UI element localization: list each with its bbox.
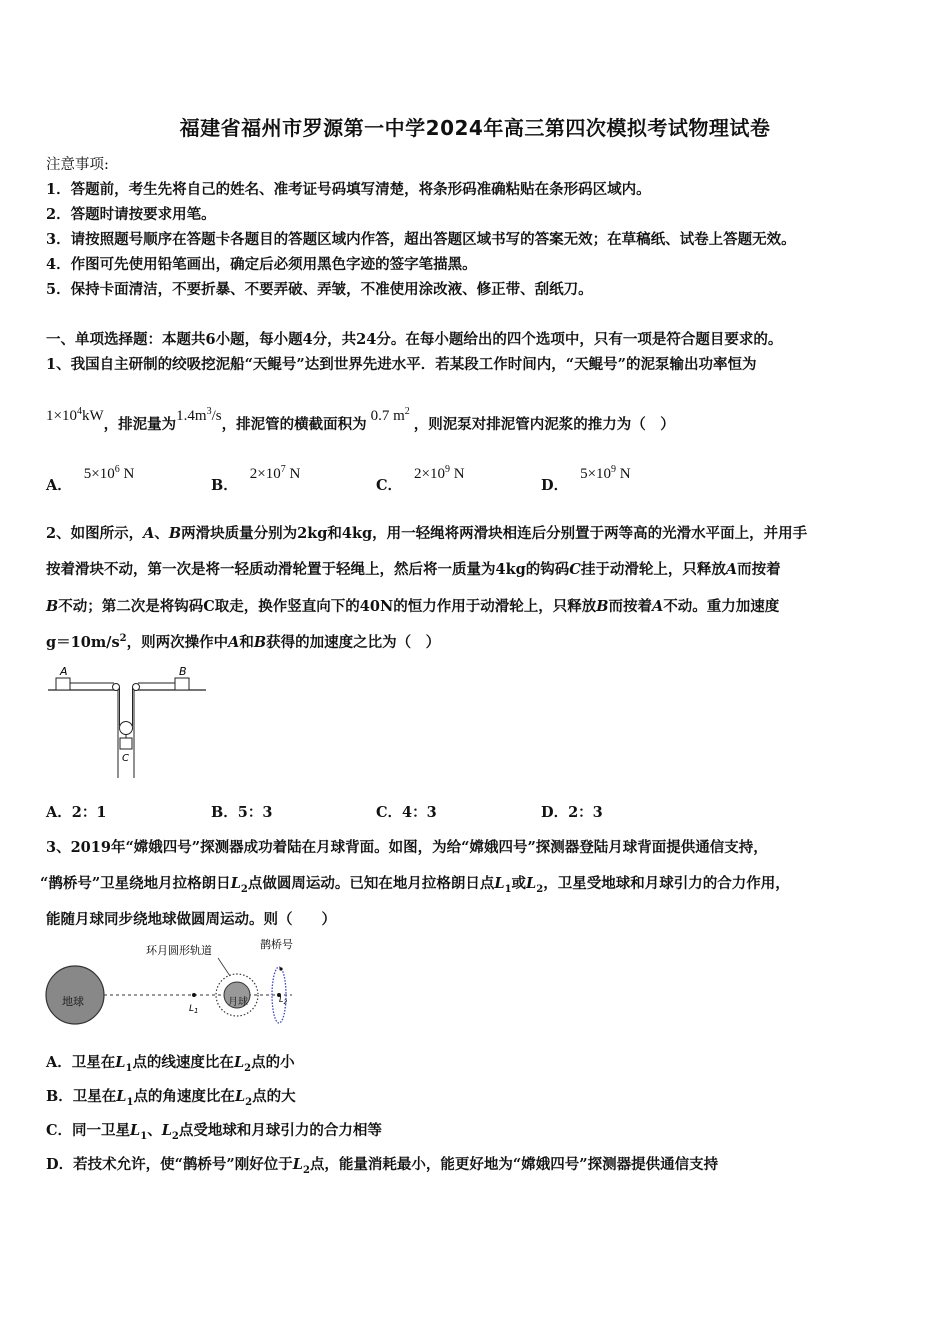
block-b — [175, 678, 189, 690]
q1-stem-line2: $1\times 10^4kW$，排泥量为$1.4m^3/s$，排泥管的横截面积为 0.7 $m^2$，则泥泵对排泥管内泥浆的推力为（ ） — [46, 406, 675, 433]
notice-item-5: 5．保持卡面清洁，不要折暴、不要弄破、弄皱，不准使用涂改液、修正带、刮纸刀。 — [46, 281, 593, 298]
q3-option-b[interactable]: B．卫星在$L_1$点的角速度比在$L_2$点的大 — [46, 1088, 296, 1108]
queqiao-label: 鹊桥号 — [260, 938, 293, 951]
section-heading: 一、单项选择题：本题共6小题，每小题4分，共24分。在每小题给出的四个选项中，只有一项是符合题目要求的。 — [46, 331, 783, 348]
page-title: 福建省福州市罗源第一中学2024年高三第四次模拟考试物理试卷 — [179, 116, 771, 140]
q1-area-value: 0.7 $m^2$ — [370, 406, 410, 424]
q1-flow-value: $1.4m^3/s$ — [176, 406, 222, 424]
q3-option-a[interactable]: A．卫星在$L_1$点的线速度比在$L_2$点的小 — [46, 1054, 295, 1074]
block-a — [56, 678, 70, 690]
q1-stem-line1: 1、我国自主研制的绞吸挖泥船“天鲲号”达到世界先进水平．若某段工作时间内，“天鲲号”的泥泵输出功率恒为 — [46, 356, 757, 373]
left-fixed-pulley — [113, 684, 120, 691]
weight-c-label: C — [122, 753, 129, 764]
notice-heading: 注意事项: — [46, 157, 109, 173]
q2-pulley-figure — [44, 660, 214, 782]
l2-label: $L_2$ — [279, 995, 288, 1006]
notice-item-1: 1．答题前，考生先将自己的姓名、准考证号码填写清楚，将条形码准确粘贴在条形码区域内。 — [46, 181, 651, 198]
q1-option-c[interactable]: C．$2\times 10^9$ N — [376, 464, 465, 494]
q2-option-a[interactable]: A．2：1 — [46, 804, 107, 821]
l1-point — [192, 993, 196, 997]
orbit-label-pointer — [218, 958, 230, 976]
q1-option-a[interactable]: A．$5\times 10^6$ N — [46, 464, 135, 494]
l1-label: $L_1$ — [189, 1004, 199, 1015]
queqiao-satellite — [279, 967, 282, 970]
notice-item-4: 4．作图可先使用铅笔画出，确定后必须用黑色字迹的签字笔描黑。 — [46, 256, 477, 273]
notice-item-2: 2．答题时请按要求用笔。 — [46, 206, 216, 223]
q3-earth-moon-figure — [42, 934, 304, 1030]
q2-option-d[interactable]: D．2：3 — [541, 804, 603, 821]
moving-pulley — [120, 722, 133, 735]
earth-label: 地球 — [62, 995, 84, 1008]
right-fixed-pulley — [133, 684, 140, 691]
q3-option-c[interactable]: C．同一卫星$L_1$、$L_2$点受地球和月球引力的合力相等 — [46, 1122, 382, 1142]
q2-stem-line3: B不动；第二次是将钩码C取走，换作竖直向下的40N的恒力作用于动滑轮上，只释放B而按着A不动。重力加速度 — [46, 598, 780, 615]
block-b-label: B — [179, 665, 187, 678]
q2-stem-line1: 2、如图所示，A、B两滑块质量分别为2kg和4kg，用一轻绳将两滑块相连后分别置于两等高的光滑水平面上，并用手 — [46, 525, 808, 542]
q2-stem-line2: 按着滑块不动，第一次是将一轻质动滑轮置于轻绳上，然后将一质量为4kg的钩码C挂于动滑轮上，只释放A而按着 — [46, 561, 781, 578]
notice-item-3: 3．请按照题号顺序在答题卡各题目的答题区域内作答，超出答题区域书写的答案无效；在草稿纸、试卷上答题无效。 — [46, 231, 796, 248]
q2-stem-line4: $g=10m/s^2$，则两次操作中A和B获得的加速度之比为（ ） — [46, 633, 441, 651]
moon-label: 月球 — [228, 997, 248, 1008]
q3-option-d[interactable]: D．若技术允许，使“鹊桥号”刚好位于$L_2$点，能量消耗最小，能更好地为“嫦娥四号”探测器提供通信支持 — [46, 1156, 719, 1176]
q3-stem-line1: 3、2019年“嫦娥四号”探测器成功着陆在月球背面。如图，为给“嫦娥四号”探测器登陆月球背面提供通信支持， — [46, 839, 768, 856]
q1-option-b[interactable]: B．$2\times 10^7$ N — [211, 464, 301, 494]
block-a-label: A — [60, 665, 68, 678]
q2-option-c[interactable]: C．4：3 — [376, 804, 437, 821]
q3-stem-line3: 能随月球同步绕地球做圆周运动。则（ ） — [46, 911, 336, 928]
q2-option-b[interactable]: B．5：3 — [211, 804, 273, 821]
q3-stem-line2: “鹊桥号”卫星绕地月拉格朗日$L_2$点做圆周运动。已知在地月拉格朗日点$L_1$或$L_2$，卫星受地球和月球引力的合力作用， — [40, 875, 790, 895]
hook-weight-c — [120, 738, 132, 749]
q1-power-value: $1\times 10^4kW$ — [46, 406, 104, 424]
q1-option-d[interactable]: D．$5\times 10^9$ N — [541, 464, 631, 494]
orbit-label: 环月圆形轨道 — [146, 944, 212, 957]
